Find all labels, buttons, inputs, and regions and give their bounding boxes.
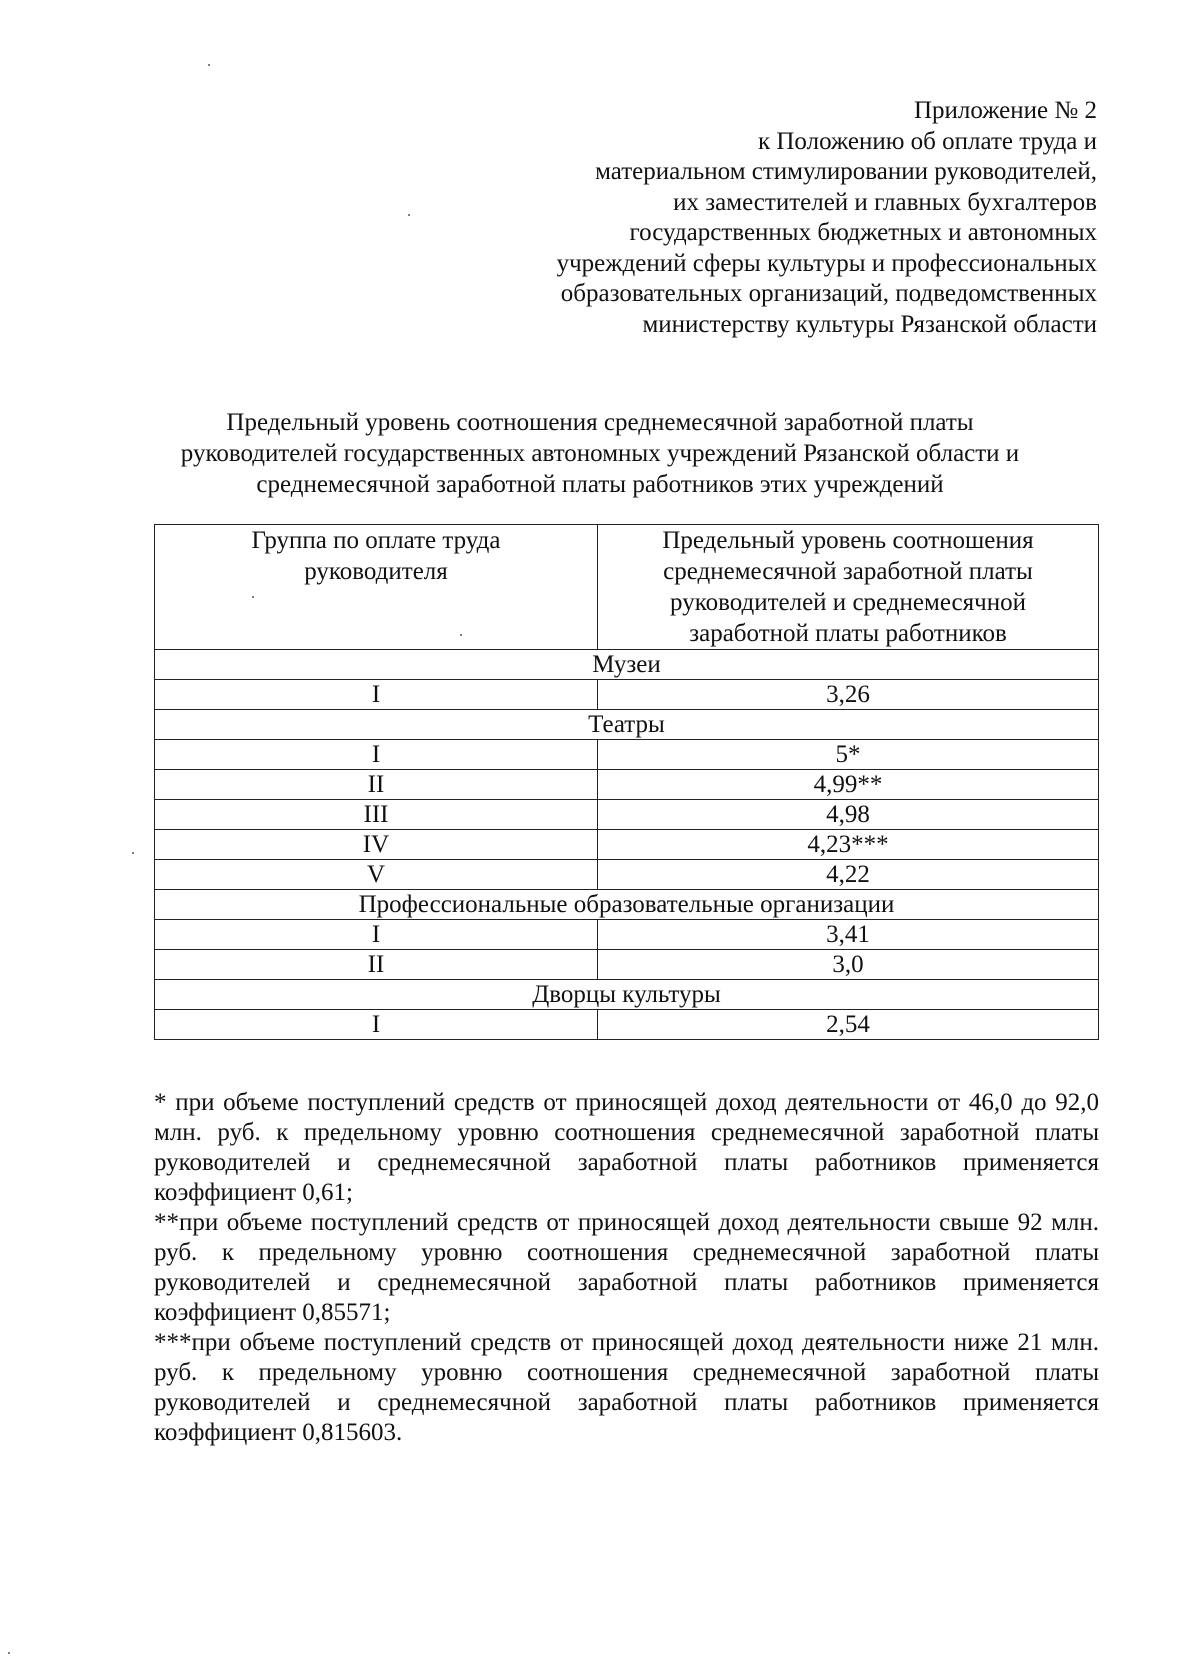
annex-line: министерству культуры Рязанской области bbox=[642, 310, 1097, 338]
header-group-line: руководителя bbox=[304, 558, 448, 585]
annex-line: учреждений сферы культуры и профессиональных bbox=[556, 249, 1097, 277]
scan-speck bbox=[408, 214, 410, 216]
value-cell: 3,0 bbox=[598, 950, 1099, 980]
table-header-row bbox=[155, 525, 1099, 650]
section-title: Профессиональные образовательные организации bbox=[155, 890, 1099, 920]
value-cell: 4,22 bbox=[598, 860, 1099, 890]
scan-speck bbox=[208, 64, 210, 66]
group-cell: I bbox=[155, 1010, 598, 1040]
ratio-table bbox=[154, 524, 1099, 1040]
table-row bbox=[155, 740, 1099, 770]
annex-line: государственных бюджетных и автономных bbox=[629, 219, 1097, 246]
header-group-cell bbox=[155, 525, 598, 650]
section-row-culture-palaces bbox=[155, 980, 1099, 1010]
section-title: Театры bbox=[155, 710, 1099, 740]
annex-line: их заместителей и главных бухгалтеров bbox=[673, 188, 1097, 216]
footnote-3: ***при объеме поступлений средств от приносящей доход деятельности ниже 21 млн. руб. к предельному уровню соотношения среднемесячной заработной платы руководителей и среднемесячной заработной платы работников применяется коэффициент 0,815603. bbox=[154, 1329, 1099, 1446]
footnote-1: * при объеме поступлений средств от приносящей доход деятельности от 46,0 до 92,0 млн. руб. к предельному уровню соотношения среднемесячной заработной платы руководителей и среднемесячной заработной платы работников применяется коэффициент 0,61; bbox=[154, 1089, 1099, 1206]
value-cell: 4,99** bbox=[598, 770, 1099, 800]
value-cell: 5* bbox=[598, 740, 1099, 770]
table-row bbox=[155, 770, 1099, 800]
title-line: среднемесячной заработной платы работников этих учреждений bbox=[256, 471, 944, 498]
scan-speck bbox=[460, 634, 462, 636]
group-cell: I bbox=[155, 920, 598, 950]
title-line: руководителей государственных автономных учреждений Рязанской области и bbox=[180, 440, 1020, 467]
group-cell: I bbox=[155, 740, 598, 770]
value-cell: 4,98 bbox=[598, 800, 1099, 830]
header-ratio-line: среднемесячной заработной платы bbox=[663, 558, 1033, 585]
header-ratio-cell bbox=[598, 525, 1099, 650]
section-row-education bbox=[155, 890, 1099, 920]
table-row bbox=[155, 800, 1099, 830]
scan-speck bbox=[252, 596, 254, 598]
header-ratio-line: заработной платы работников bbox=[689, 620, 1007, 647]
annex-header bbox=[477, 96, 1097, 340]
annex-line: материальном стимулировании руководителей, bbox=[595, 158, 1097, 185]
table-row bbox=[155, 1010, 1099, 1040]
value-cell: 3,26 bbox=[598, 680, 1099, 710]
annex-line: Приложение № 2 bbox=[913, 97, 1097, 124]
scan-speck bbox=[132, 852, 134, 854]
value-cell: 2,54 bbox=[598, 1010, 1099, 1040]
title-line: Предельный уровень соотношения среднемесячной заработной платы bbox=[226, 409, 974, 436]
group-cell: II bbox=[155, 950, 598, 980]
footnote-2: **при объеме поступлений средств от приносящей доход деятельности свыше 92 млн. руб. к предельному уровню соотношения среднемесячной заработной платы руководителей и среднемесячной заработной платы работников применяется коэффициент 0,85571; bbox=[154, 1209, 1099, 1326]
section-row-museums bbox=[155, 650, 1099, 680]
group-cell: II bbox=[155, 770, 598, 800]
table-row bbox=[155, 860, 1099, 890]
annex-line: к Положению об оплате труда и bbox=[757, 127, 1097, 155]
table-row bbox=[155, 680, 1099, 710]
table-row bbox=[155, 950, 1099, 980]
annex-line: образовательных организаций, подведомственных bbox=[560, 280, 1097, 307]
section-row-theatres bbox=[155, 710, 1099, 740]
section-title: Музеи bbox=[155, 650, 1099, 680]
header-ratio-line: Предельный уровень соотношения bbox=[662, 527, 1034, 554]
scan-speck bbox=[8, 1652, 10, 1654]
group-cell: III bbox=[155, 800, 598, 830]
group-cell: I bbox=[155, 680, 598, 710]
table-row bbox=[155, 830, 1099, 860]
header-ratio-line: руководителей и среднемесячной bbox=[670, 589, 1026, 616]
section-title: Дворцы культуры bbox=[155, 980, 1099, 1010]
value-cell: 4,23*** bbox=[598, 830, 1099, 860]
group-cell: V bbox=[155, 860, 598, 890]
header-group-line: Группа по оплате труда bbox=[251, 527, 501, 554]
table-row bbox=[155, 920, 1099, 950]
document-title bbox=[120, 407, 1080, 500]
group-cell: IV bbox=[155, 830, 598, 860]
value-cell: 3,41 bbox=[598, 920, 1099, 950]
footnotes bbox=[154, 1088, 1099, 1448]
